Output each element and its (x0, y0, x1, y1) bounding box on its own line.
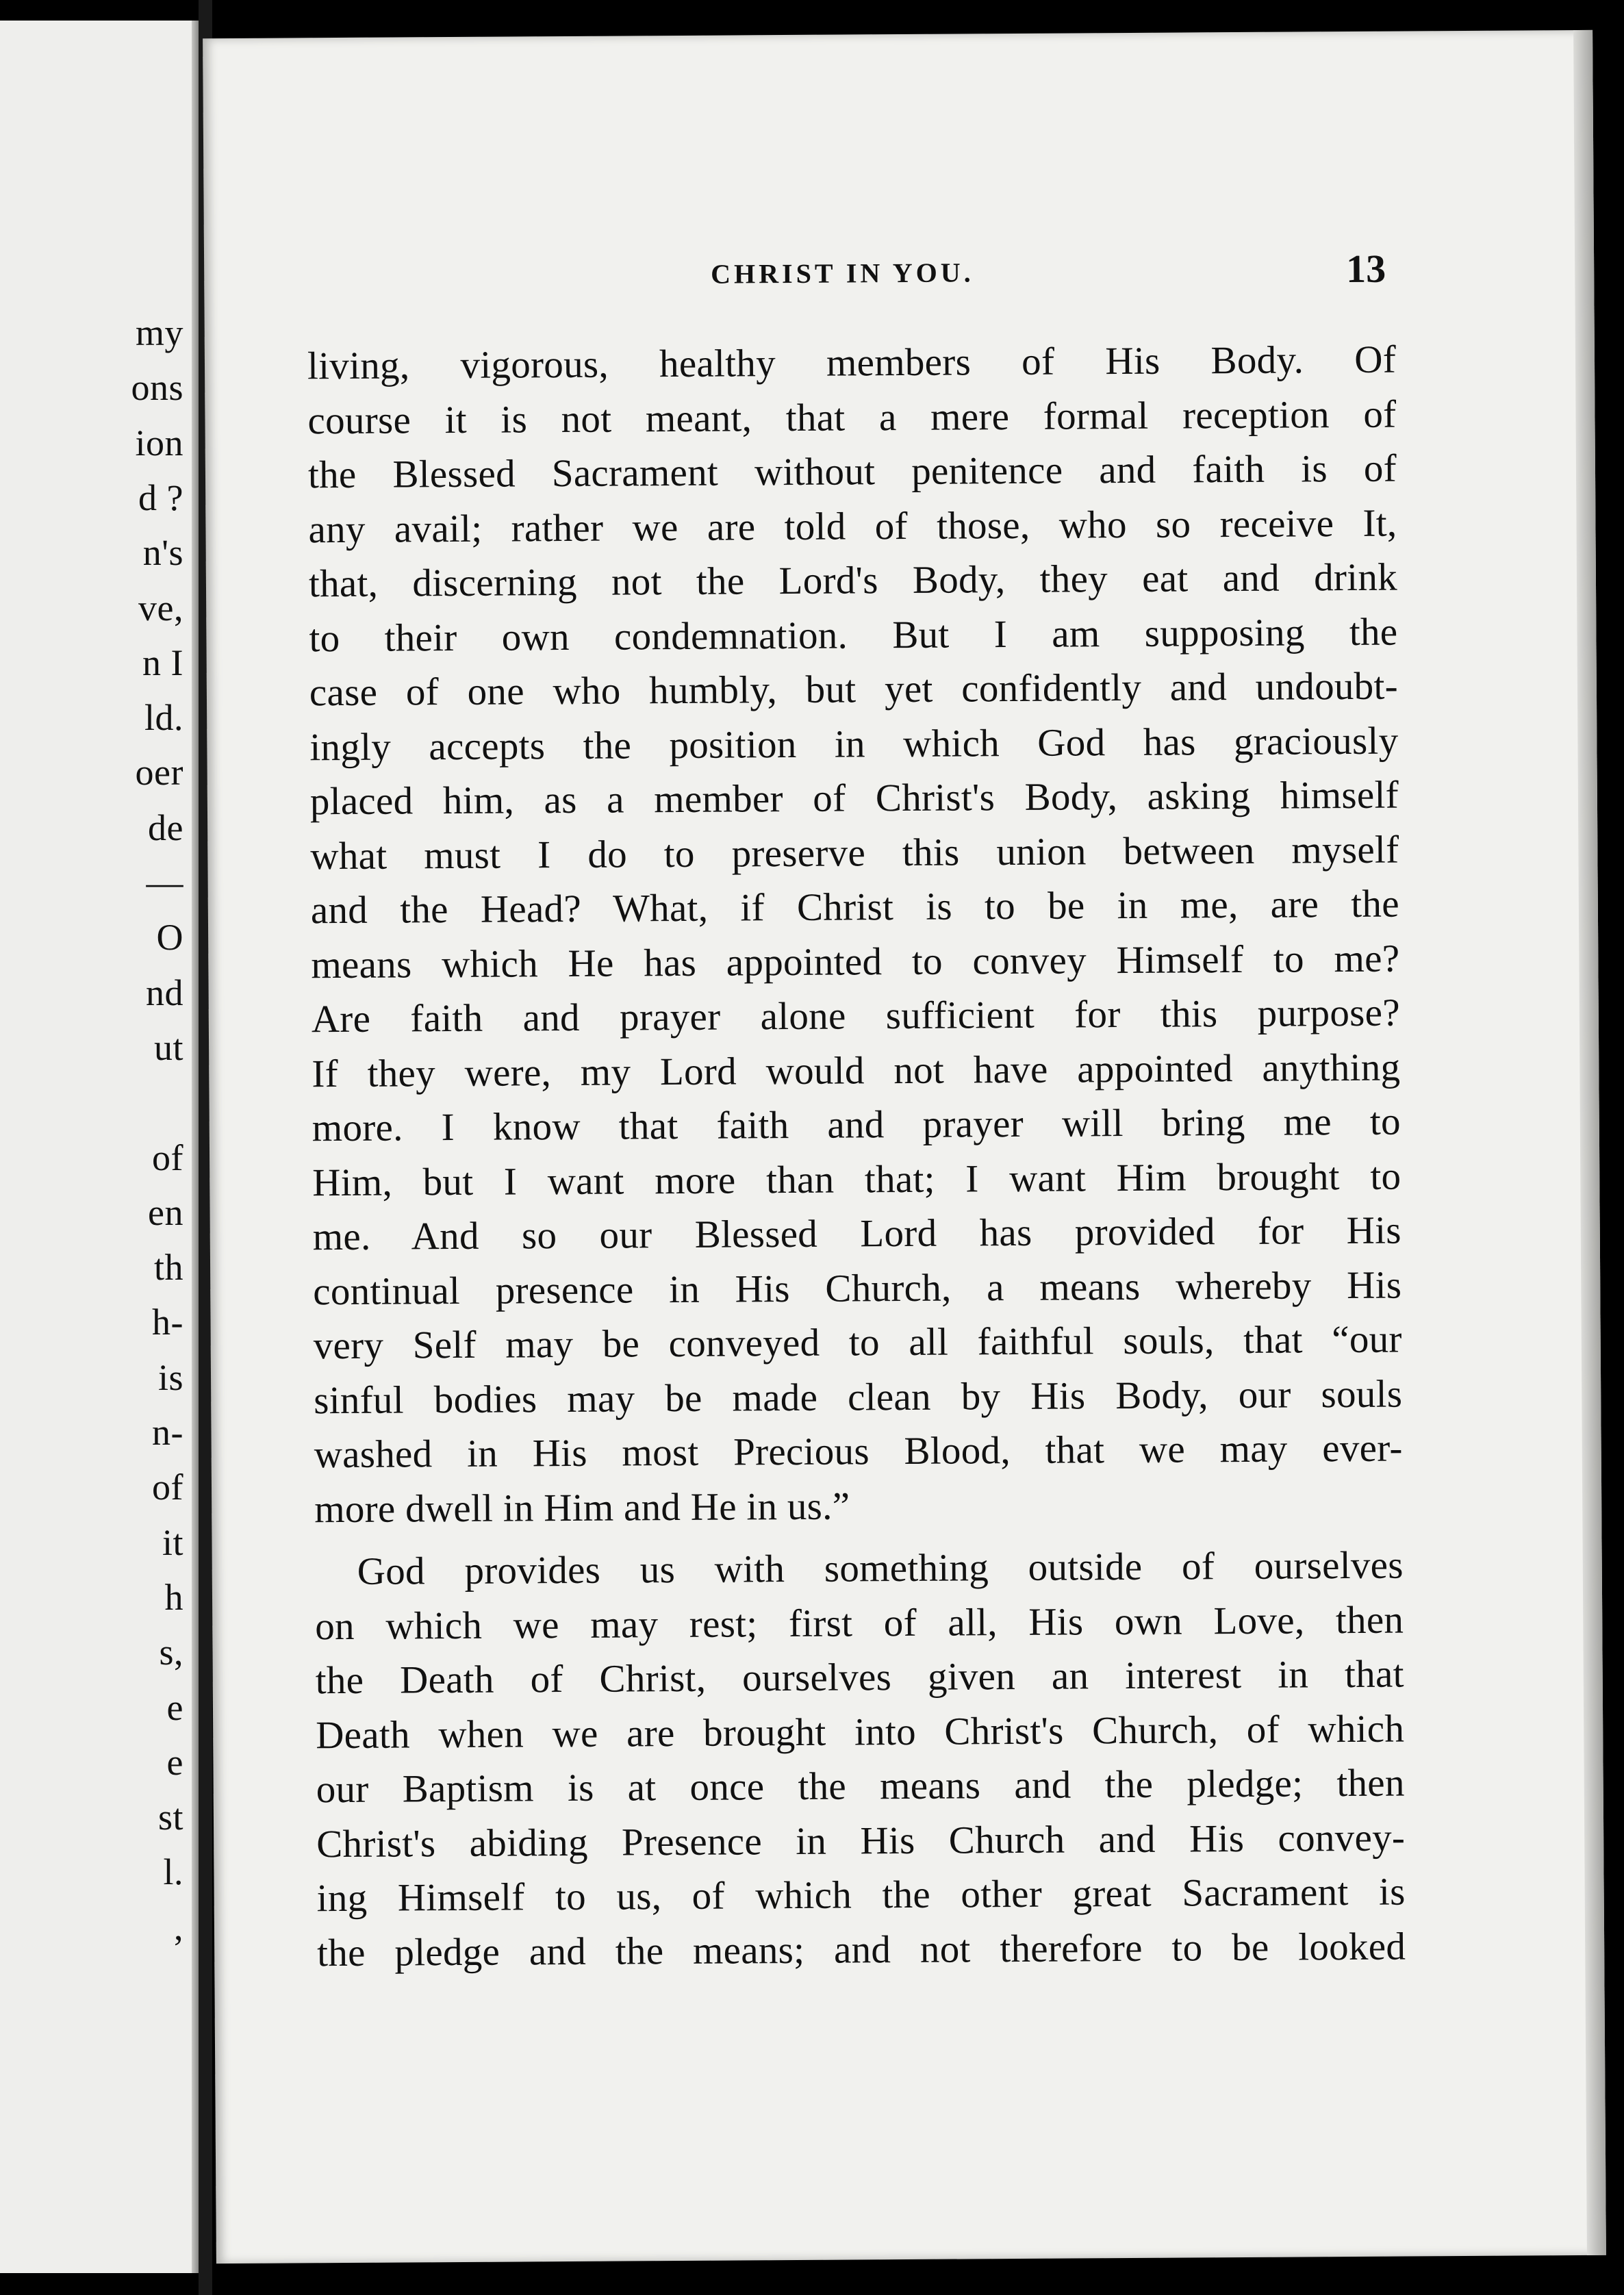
previous-page-line: e (166, 1741, 183, 1783)
previous-page-line: h- (152, 1302, 183, 1343)
text-line: what must I do to preserve this union between myself (310, 828, 1399, 878)
text-line: course it is not meant, that a mere formal reception of (307, 392, 1397, 442)
previous-page-line: ut (153, 1026, 183, 1068)
text-line: continual presence in His Church, a means whereby His (313, 1263, 1402, 1313)
previous-page-line: n's (142, 532, 183, 574)
page-number: 13 (1345, 246, 1386, 292)
text-line: the Blessed Sacrament without penitence and faith is of (307, 446, 1397, 497)
text-line: ingly accepts the position in which God has graciously (309, 719, 1399, 769)
previous-page-line: n- (152, 1412, 183, 1453)
previous-page-line: de (148, 807, 183, 848)
running-title: CHRIST IN YOU. (711, 257, 974, 290)
previous-page-line: ld. (144, 697, 183, 739)
text-line: more dwell in Him and He in us.” (314, 1484, 850, 1531)
previous-page-line: it (162, 1521, 183, 1563)
previous-page-line: of (152, 1137, 183, 1178)
text-line: any avail; rather we are told of those, who so receive It, (308, 501, 1397, 551)
previous-page-line: e (166, 1686, 183, 1728)
text-line: God provides us with something outside of ourselves (357, 1543, 1404, 1593)
text-line: that, discerning not the Lord's Body, they eat and drink (308, 555, 1398, 606)
running-head (204, 246, 1594, 316)
previous-page-edge (192, 21, 199, 2273)
previous-page-line: n I (142, 642, 183, 683)
text-line: Are faith and prayer alone sufficient for this purpose? (311, 991, 1401, 1041)
previous-page-line: l. (163, 1851, 183, 1893)
previous-page-line: of (152, 1467, 183, 1508)
previous-page-line: O (156, 917, 183, 959)
previous-page-line: is (157, 1356, 183, 1398)
previous-page-line: nd (146, 972, 183, 1013)
text-line: on which we may rest; first of all, His own Love, then (315, 1598, 1404, 1648)
previous-page-line: d ? (138, 477, 183, 518)
previous-page-line: st (157, 1797, 183, 1838)
paragraph (315, 1538, 1406, 1981)
text-line: me. And so our Blessed Lord has provided for His (312, 1208, 1401, 1259)
text-line: more. I know that faith and prayer will bring me to (312, 1100, 1401, 1150)
previous-page-line: ion (135, 422, 183, 464)
text-line: case of one who humbly, but yet confidently and undoubt- (309, 664, 1399, 715)
previous-page (0, 21, 199, 2273)
previous-page-line: oer (135, 752, 183, 794)
previous-page-line: ons (131, 367, 183, 409)
text-line: washed in His most Precious Blood, that we may ever- (314, 1426, 1403, 1477)
previous-page-line: s, (159, 1632, 183, 1673)
previous-page-line: h (164, 1576, 183, 1618)
previous-page-line: my (135, 312, 183, 353)
previous-page-line: , (174, 1906, 183, 1948)
book-page (203, 30, 1606, 2264)
text-line: ing Himself to us, of which the other great Sacrament is (316, 1870, 1406, 1920)
previous-page-line: ve, (138, 587, 183, 629)
text-line: Christ's abiding Presence in His Church and His convey- (316, 1816, 1406, 1866)
text-line: means which He has appointed to convey Himself to me? (311, 937, 1400, 987)
text-line: our Baptism is at once the means and the pledge; then (316, 1761, 1405, 1812)
text-line: placed him, as a member of Christ's Body, asking himself (309, 773, 1399, 824)
page-edge (1573, 30, 1606, 2255)
previous-page-line: en (148, 1191, 183, 1233)
text-line: sinful bodies may be made clean by His Body, our souls (314, 1372, 1403, 1422)
text-line: living, vigorous, healthy members of His Body. Of (307, 338, 1397, 388)
text-line: to their own condemnation. But I am supposing the (309, 610, 1398, 660)
text-line: very Self may be conveyed to all faithful souls, that “our (313, 1317, 1402, 1368)
body-text (307, 333, 1406, 1981)
text-line: Death when we are brought into Christ's Church, of which (316, 1707, 1405, 1757)
text-line: the pledge and the means; and not therefore to be looked (316, 1925, 1406, 1975)
previous-page-line: th (153, 1247, 183, 1289)
text-line: Him, but I want more than that; I want Him brought to (312, 1154, 1401, 1204)
text-line: If they were, my Lord would not have appointed anything (312, 1045, 1401, 1095)
paragraph (307, 333, 1404, 1537)
previous-page-line: — (146, 862, 183, 903)
text-line: and the Head? What, if Christ is to be in me, are the (310, 882, 1400, 933)
text-line: the Death of Christ, ourselves given an interest in that (315, 1652, 1404, 1703)
